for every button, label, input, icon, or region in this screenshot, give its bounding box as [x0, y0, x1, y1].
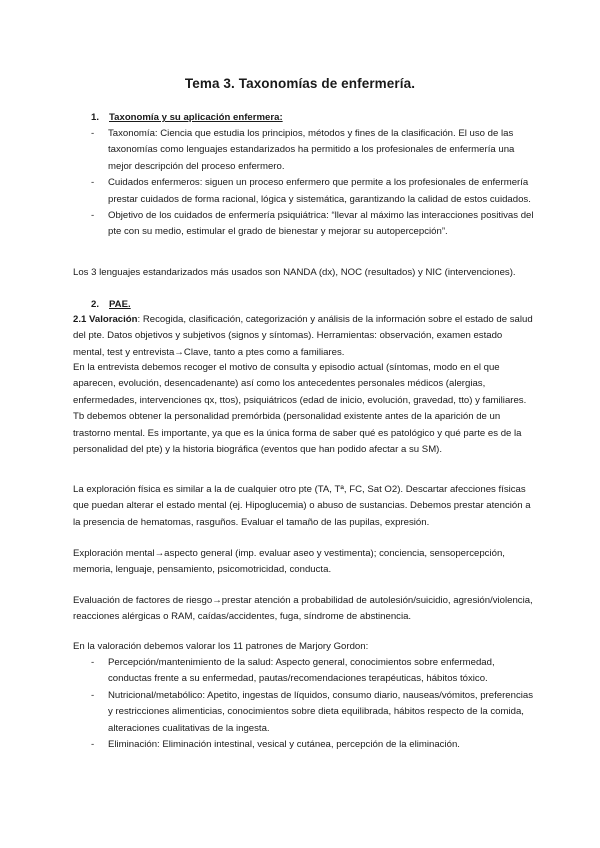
languages-paragraph: Los 3 lenguajes estandarizados más usados son NANDA (dx), NOC (resultados) y NIC (intervenciones). [73, 267, 516, 278]
bullet-dash: - [91, 210, 95, 222]
exploracion-fisica-paragraph: La exploración física es similar a la de cualquier otro pte (TA, Tª, FC, Sat O2). Descartar afecciones físicas que puedan alterar el estado mental (ej. Hipoglucemia) o abuso de sustancias. Debemos prestar atención a la presencia de hematomas, rasguños. Evaluar el tamaño de las pupilas, expresión. [73, 484, 531, 528]
list-item [91, 175, 537, 208]
section-1-number: 1. [91, 112, 100, 123]
valoracion-label: 2.1 Valoración [73, 314, 138, 325]
list-item [91, 655, 537, 688]
bullet-text: Objetivo de los cuidados de enfermería psiquiátrica: “llevar al máximo las interacciones positivas del pte con su medio, estimular el grado de bienestar y mejorar su autopercepción”. [108, 210, 534, 238]
section-2-heading [91, 297, 131, 313]
bullet-text: Cuidados enfermeros: siguen un proceso enfermero que permite a los profesionales de enfermería prestar cuidados de forma racional, lógica y sistemática, garantizando la calidad de estos cuidados. [108, 177, 531, 205]
bullet-dash: - [91, 689, 95, 701]
bullet-dash: - [91, 177, 95, 189]
bullet-text: Nutricional/metabólico: Apetito, ingestas de líquidos, consumo diario, nauseas/vómitos, preferencias y restricciones alimenticias, conocimientos sobre dieta equilibrada, hábitos respecto de la comida, alteraciones cualitativas de la ingesta. [108, 689, 534, 734]
section-1-bullet-list [91, 126, 537, 241]
valoracion-paragraph [73, 312, 535, 361]
document-title: Tema 3. Taxonomías de enfermería. [184, 76, 416, 91]
bullet-dash: - [91, 739, 95, 751]
list-item [91, 208, 537, 241]
list-item [91, 688, 537, 737]
section-1-heading [91, 110, 283, 126]
section-2-title: PAE. [109, 299, 131, 310]
section-2-number: 2. [91, 299, 100, 310]
valoracion-text: : Recogida, clasificación, categorización y análisis de la información sobre el estado de salud del pte. Datos objetivos y subjetivos (signos y síntomas). Herramientas: observación, examen estado mental, test y entrevista→Clave, tanto a ptes como a familiares. [73, 314, 533, 358]
bullet-text: Taxonomía: Ciencia que estudia los principios, métodos y fines de la clasificación. El uso de las taxonomías como lenguajes estandarizados ha permitido a los profesionales de enfermería una mejor descripción del proceso enfermero. [108, 128, 515, 172]
entrevista-paragraph: En la entrevista debemos recoger el motivo de consulta y episodio actual (síntomas, modo en el que aparecen, evolución, desencadenante) así como los antecedentes personales médicos (alergias, enfermedades, intervenciones qx, ttos), psiquiátricos (edad de inicio, evolución, gravedad, tto) y familiares. Tb debemos obtener la personalidad premórbida (personalidad existente antes de la aparición de un trastorno mental. Es importante, ya que es la única forma de saber qué es patológico y qué parte es de la personalidad del pte) y la historia biográfica (eventos que han podido afectar a su SM). [73, 362, 527, 456]
list-item [91, 126, 537, 175]
list-item [91, 737, 537, 753]
bullet-dash: - [91, 657, 95, 668]
gordon-bullet-list [91, 655, 537, 753]
section-1-title: Taxonomía y su aplicación enfermera: [109, 112, 283, 123]
gordon-intro: En la valoración debemos valorar los 11 patrones de Marjory Gordon: [73, 641, 369, 652]
factores-riesgo-paragraph: Evaluación de factores de riesgo→prestar atención a probabilidad de autolesión/suicidio, agresión/violencia, reacciones alérgicas o RAM, caídas/accidentes, fuga, síndrome de abstinencia. [73, 595, 533, 623]
bullet-text: Eliminación: Eliminación intestinal, vesical y cutánea, percepción de la eliminación. [108, 739, 460, 751]
bullet-text: Percepción/mantenimiento de la salud: Aspecto general, conocimientos sobre enfermedad, conductas frente a su enfermedad, pautas/recomendaciones terapéuticas, hábitos tóxico. [108, 657, 495, 685]
bullet-dash: - [91, 128, 95, 139]
exploracion-mental-paragraph: Exploración mental→aspecto general (imp. evaluar aseo y vestimenta); conciencia, sensopercepción, memoria, lenguaje, pensamiento, psicomotricidad, conducta. [73, 548, 505, 576]
